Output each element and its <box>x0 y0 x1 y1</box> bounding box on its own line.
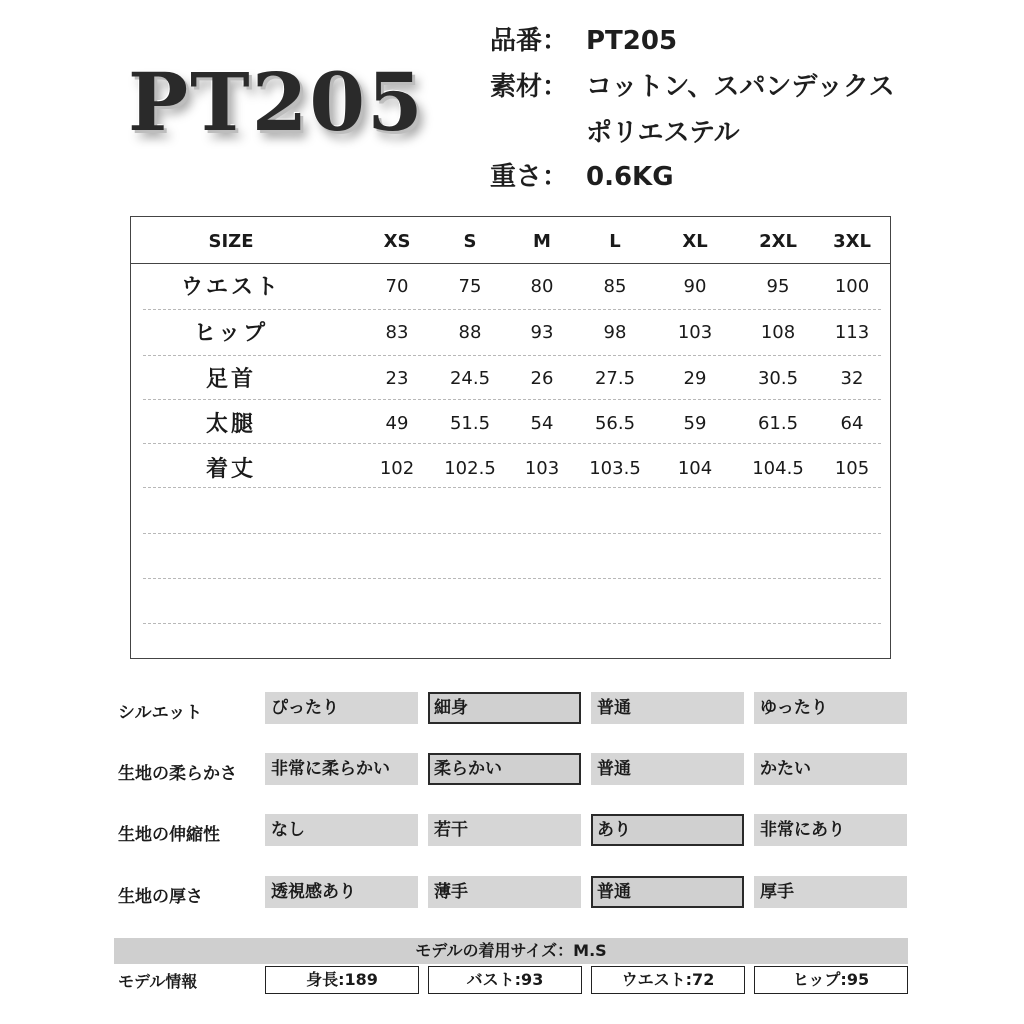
size-cell-length-1: 102.5 <box>444 458 496 479</box>
size-row-divider <box>143 533 881 534</box>
size-cell-thigh-2: 54 <box>530 413 554 434</box>
attr-option-silhouette-0: ぴったり <box>265 692 418 724</box>
attr-option-stretch-2: あり <box>591 814 744 846</box>
size-row-label-waist: ウエスト <box>180 275 281 300</box>
size-cell-length-5: 104.5 <box>752 458 804 479</box>
size-cell-thigh-5: 61.5 <box>757 413 799 434</box>
size-chart-header <box>131 217 890 264</box>
attr-option-thickness-2: 普通 <box>591 876 744 908</box>
model-info-label: モデル情報 <box>118 972 198 991</box>
size-col-xl: XL <box>682 231 708 252</box>
size-cell-thigh-4: 59 <box>683 413 707 434</box>
size-cell-waist-1: 75 <box>458 276 482 297</box>
size-row-divider <box>143 623 881 624</box>
size-cell-length-4: 104 <box>677 458 713 479</box>
size-col-3xl: 3XL <box>833 231 871 252</box>
attr-option-thickness-1: 薄手 <box>428 876 581 908</box>
size-cell-waist-3: 85 <box>603 276 627 297</box>
spec-item-no <box>490 20 677 57</box>
spec-material-label: 素材： <box>490 72 569 102</box>
size-cell-ankle-4: 29 <box>683 368 707 389</box>
model-waist: ウエスト:72 <box>591 966 745 994</box>
product-logo: PT205 <box>128 55 425 149</box>
size-cell-thigh-6: 64 <box>840 413 864 434</box>
size-cell-ankle-0: 23 <box>385 368 409 389</box>
attr-label-thickness: 生地の厚さ <box>118 887 203 907</box>
size-row-label-thigh: 太腿 <box>205 412 256 437</box>
size-cell-length-3: 103.5 <box>589 458 641 479</box>
size-chart-table <box>130 216 891 659</box>
size-row-label-hip: ヒップ <box>193 321 269 346</box>
size-cell-hip-2: 93 <box>530 322 554 343</box>
attr-option-stretch-1: 若干 <box>428 814 581 846</box>
spec-material-value-2: ポリエステル <box>586 118 740 148</box>
size-row-divider <box>143 443 881 444</box>
size-cell-hip-3: 98 <box>603 322 627 343</box>
spec-weight <box>490 156 674 193</box>
attr-option-silhouette-1: 細身 <box>428 692 581 724</box>
spec-item-no-label: 品番： <box>490 26 569 56</box>
attr-option-softness-3: かたい <box>754 753 907 785</box>
size-col-l: L <box>609 231 621 252</box>
attr-option-stretch-3: 非常にあり <box>754 814 907 846</box>
spec-material-value-1: コットン、スパンデックス <box>586 72 895 102</box>
model-hip: ヒップ:95 <box>754 966 908 994</box>
size-col-2xl: 2XL <box>759 231 797 252</box>
size-cell-ankle-3: 27.5 <box>594 368 636 389</box>
size-cell-hip-6: 113 <box>834 322 870 343</box>
size-cell-waist-5: 95 <box>766 276 790 297</box>
size-cell-hip-1: 88 <box>458 322 482 343</box>
spec-material <box>490 66 895 103</box>
attr-label-stretch: 生地の伸縮性 <box>118 825 220 845</box>
model-bust: バスト:93 <box>428 966 582 994</box>
size-cell-length-0: 102 <box>379 458 415 479</box>
size-row-label-ankle: 足首 <box>205 367 256 392</box>
spec-weight-label: 重さ： <box>490 162 569 192</box>
size-row-divider <box>143 399 881 400</box>
size-cell-ankle-1: 24.5 <box>449 368 491 389</box>
size-cell-waist-6: 100 <box>834 276 870 297</box>
attr-option-softness-2: 普通 <box>591 753 744 785</box>
size-row-divider <box>143 578 881 579</box>
attr-option-thickness-0: 透視感あり <box>265 876 418 908</box>
size-cell-length-6: 105 <box>834 458 870 479</box>
attr-option-silhouette-3: ゆったり <box>754 692 907 724</box>
size-header-label: SIZE <box>208 231 254 252</box>
spec-material-line2 <box>586 112 740 149</box>
size-cell-hip-4: 103 <box>677 322 713 343</box>
size-cell-thigh-0: 49 <box>385 413 409 434</box>
attr-label-softness: 生地の柔らかさ <box>118 764 237 784</box>
size-row-divider <box>143 309 881 310</box>
size-col-xs: XS <box>383 231 411 252</box>
size-cell-ankle-6: 32 <box>840 368 864 389</box>
size-cell-thigh-3: 56.5 <box>594 413 636 434</box>
spec-weight-value: 0.6KG <box>586 162 674 192</box>
size-row-label-length: 着丈 <box>205 457 256 482</box>
attr-option-softness-1: 柔らかい <box>428 753 581 785</box>
attr-option-silhouette-2: 普通 <box>591 692 744 724</box>
size-cell-hip-5: 108 <box>760 322 796 343</box>
size-cell-waist-0: 70 <box>385 276 409 297</box>
size-col-m: M <box>533 231 551 252</box>
size-cell-waist-4: 90 <box>683 276 707 297</box>
attr-option-stretch-0: なし <box>265 814 418 846</box>
size-cell-thigh-1: 51.5 <box>449 413 491 434</box>
attr-option-thickness-3: 厚手 <box>754 876 907 908</box>
size-col-s: S <box>463 231 477 252</box>
spec-item-no-value: PT205 <box>586 26 678 56</box>
model-height: 身長:189 <box>265 966 419 994</box>
size-row-divider <box>143 355 881 356</box>
attr-option-softness-0: 非常に柔らかい <box>265 753 418 785</box>
model-wearing-size: モデルの着用サイズ：M.S <box>114 938 908 964</box>
size-row-divider <box>143 487 881 488</box>
size-cell-hip-0: 83 <box>385 322 409 343</box>
size-cell-ankle-5: 30.5 <box>757 368 799 389</box>
size-cell-waist-2: 80 <box>530 276 554 297</box>
size-cell-ankle-2: 26 <box>530 368 554 389</box>
attr-label-silhouette: シルエット <box>118 703 203 723</box>
size-cell-length-2: 103 <box>524 458 560 479</box>
